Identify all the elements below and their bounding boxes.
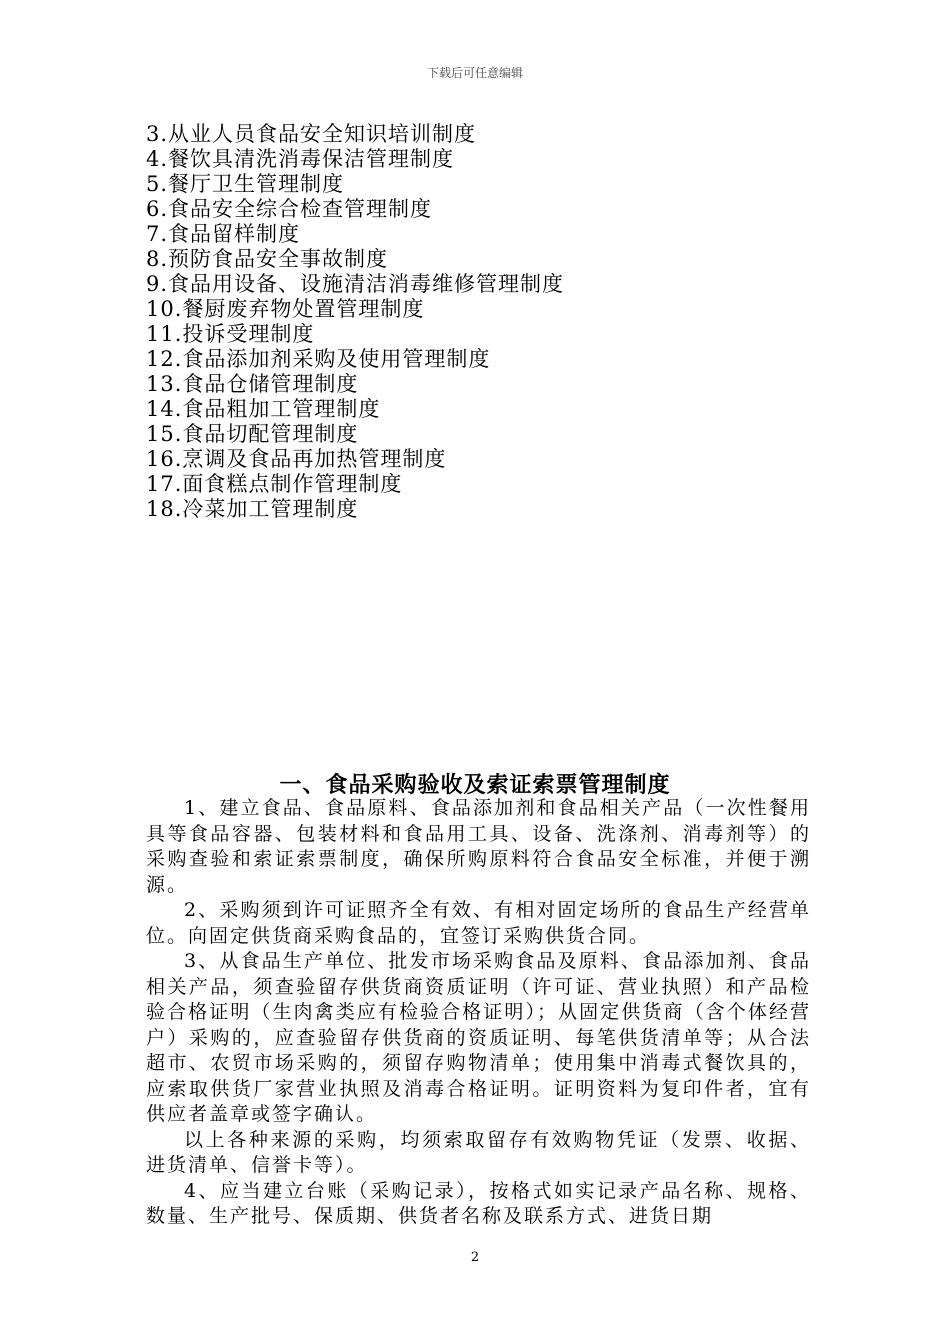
toc-item: 13.食品仓储管理制度 [146, 372, 359, 396]
section-body [146, 796, 811, 1230]
toc-item: 18.冷菜加工管理制度 [146, 497, 359, 521]
toc-item: 15.食品切配管理制度 [146, 422, 359, 446]
paragraph: 1、建立食品、食品原料、食品添加剂和食品相关产品（一次性餐用具等食品容器、包装材料和食品用工具、设备、洗涤剂、消毒剂等）的采购查验和索证索票制度，确保所购原料符合食品安全标准，并便于溯源。 [146, 797, 811, 896]
toc-item: 12.食品添加剂采购及使用管理制度 [146, 347, 491, 371]
section-title: 一、食品采购验收及索证索票管理制度 [279, 773, 671, 798]
paragraph: 2、采购须到许可证照齐全有效、有相对固定场所的食品生产经营单位。向固定供货商采购食品的，宜签订采购供货合同。 [146, 899, 811, 947]
paragraph: 3、从食品生产单位、批发市场采购食品及原料、食品添加剂、食品相关产品，须查验留存供货商资质证明（许可证、营业执照）和产品检验合格证明（生肉禽类应有检验合格证明）；从固定供货商（含个体经营户）采购的，应查验留存供货商的资质证明、每笔供货清单等；从合法超市、农贸市场采购的，须留存购物清单；使用集中消毒式餐饮具的，应索取供货厂家营业执照及消毒合格证明。证明资料为复印件者，宜有供应者盖章或签字确认。 [146, 950, 811, 1125]
toc-item: 6.食品安全综合检查管理制度 [146, 197, 433, 221]
toc-item: 8.预防食品安全事故制度 [146, 247, 389, 271]
paragraph: 4、应当建立台账（采购记录），按格式如实记录产品名称、规格、数量、生产批号、保质期、供货者名称及联系方式、进货日期 [146, 1179, 811, 1227]
toc-item: 7.食品留样制度 [146, 222, 301, 246]
page-header: 下载后可任意编辑 [426, 66, 523, 80]
toc-item: 3.从业人员食品安全知识培训制度 [146, 122, 477, 146]
toc-item: 9.食品用设备、设施清洁消毒维修管理制度 [146, 272, 565, 296]
toc-item: 4.餐饮具清洗消毒保洁管理制度 [146, 147, 455, 171]
toc-item: 10.餐厨废弃物处置管理制度 [146, 297, 425, 321]
toc-item: 16.烹调及食品再加热管理制度 [146, 447, 447, 471]
toc-item: 17.面食糕点制作管理制度 [146, 472, 403, 496]
toc-list [146, 122, 846, 522]
paragraph: 以上各种来源的采购，均须索取留存有效购物凭证（发票、收据、进货清单、信誉卡等）。 [146, 1128, 811, 1176]
toc-item: 14.食品粗加工管理制度 [146, 397, 381, 421]
toc-item: 11.投诉受理制度 [146, 322, 315, 346]
page-number: 2 [470, 1250, 480, 1265]
toc-item: 5.餐厅卫生管理制度 [146, 172, 345, 196]
